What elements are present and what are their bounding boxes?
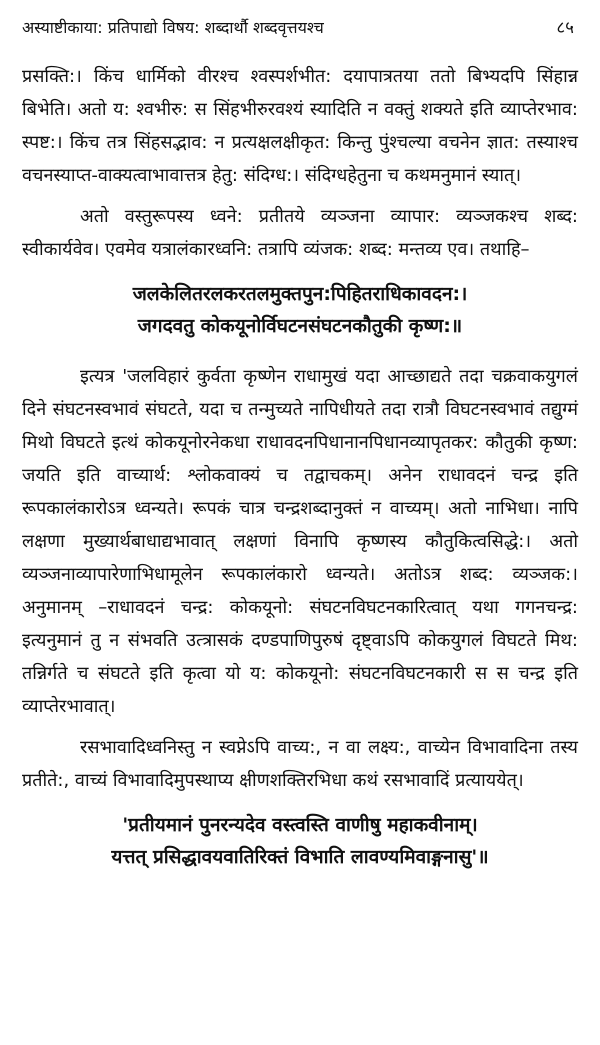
- verse-line: यत्तत् प्रसिद्धावयवातिरिक्तं विभाति लावण्यमिवाङ्गनासु'॥: [111, 846, 489, 868]
- running-head: [22, 18, 578, 38]
- verse-block-1: [22, 278, 578, 342]
- verse-line: 'प्रतीयमानं पुनरन्यदेव वस्त्वस्ति वाणीषु महाकवीनाम्।: [122, 814, 478, 836]
- verse-line: जलकेलितरलकरतलमुक्तपुन:पिहितराधिकावदन:।: [132, 283, 468, 305]
- paragraph-2: अतो वस्तुरूपस्य ध्वने: प्रतीतये व्यञ्जना व्यापार: व्यञ्जकश्च शब्द: स्वीकार्यवेव। एवमेव यत्रालंकारध्वनि: तत्रापि व्यंजक: शब्द: मन्तव्य एव। तथाहि–: [22, 206, 578, 260]
- paragraph-1: प्रसक्ति:। किंच धार्मिको वीरश्च श्वस्पर्शभीत: दयापात्रतया ततो बिभ्यदपि सिंहान्न बिभेति। अतो य: श्वभीरु: स सिंहभीरुरवश्यं स्यादिति न वक्तुं शक्यते इति व्याप्तेरभाव: स्पष्ट:। किंच तत्र सिंहसद्भाव: न प्रत्यक्षलक्षीकृत: किन्तु पुंश्चल्या वचनेन ज्ञात: तस्याश्च वचनस्याप्त-वाक्यत्वाभावात्तत्र हेतु: संदिग्ध:। संदिग्धहेतुना च कथमनुमानं स्यात्।: [22, 66, 578, 186]
- verse-line: जगदवतु कोकयूनोर्विघटनसंघटनकौतुकी कृष्ण:॥: [137, 315, 463, 337]
- verse-block-2: [22, 809, 578, 873]
- paragraph-4: रसभावादिध्वनिस्तु न स्वप्नेऽपि वाच्य:, न वा लक्ष्य:, वाच्येन विभावादिना तस्य प्रतीते:, वाच्यं विभावादिमुपस्थाप्य क्षीणशक्तिरभिधा कथं रसभावादिं प्रत्याययेत्।: [22, 737, 578, 791]
- running-title: अस्याष्टीकाया: प्रतिपाद्यो विषय: शब्दार्थौ शब्दवृत्तयश्च: [22, 18, 324, 37]
- page-number: ८५: [556, 18, 574, 38]
- paragraph-3: इत्यत्र 'जलविहारं कुर्वता कृष्णेन राधामुखं यदा आच्छाद्यते तदा चक्रवाकयुगलं दिने संघटनस्वभावं संघटते, यदा च तन्मुच्यते नापिधीयते तदा रात्रौ विघटनस्वभावं तद्युग्मं मिथो विघटते इत्थं कोकयूनोरनेकधा राधावदनपिधानानपिधानव्यापृतकर: कौतुकी कृष्ण: जयति इति वाच्यार्थ: श्लोकवाक्यं च तद्वाचकम्। अनेन राधावदनं चन्द्र इति रूपकालंकारोऽत्र ध्वन्यते। रूपकं चात्र चन्द्रशब्दानुक्तं न वाच्यम्। अतो नाभिधा। नापि लक्षणा मुख्यार्थबाधाद्यभावात् लक्षणां विनापि कृष्णस्य कौतुकित्वसिद्धे:। अतो व्यञ्जनाव्यापारेणाभिधामूलेन रूपकालंकारो ध्वन्यते। अतोऽत्र शब्द: व्यञ्जक:। अनुमानम् –राधावदनं चन्द्र: कोकयूनो: संघटनविघटनकारित्वात् यथा गगनचन्द्र: इत्यनुमानं तु न संभवति उत्त्रासकं दण्डपाणिपुरुषं दृष्ट्वाऽपि कोकयुगलं विघटते मिथ: तन्निर्गते च संघटते इति कृत्वा यो य: कोकयूनो: संघटनविघटनकारी स स चन्द्र इति व्याप्तेरभावात्।: [22, 366, 578, 717]
